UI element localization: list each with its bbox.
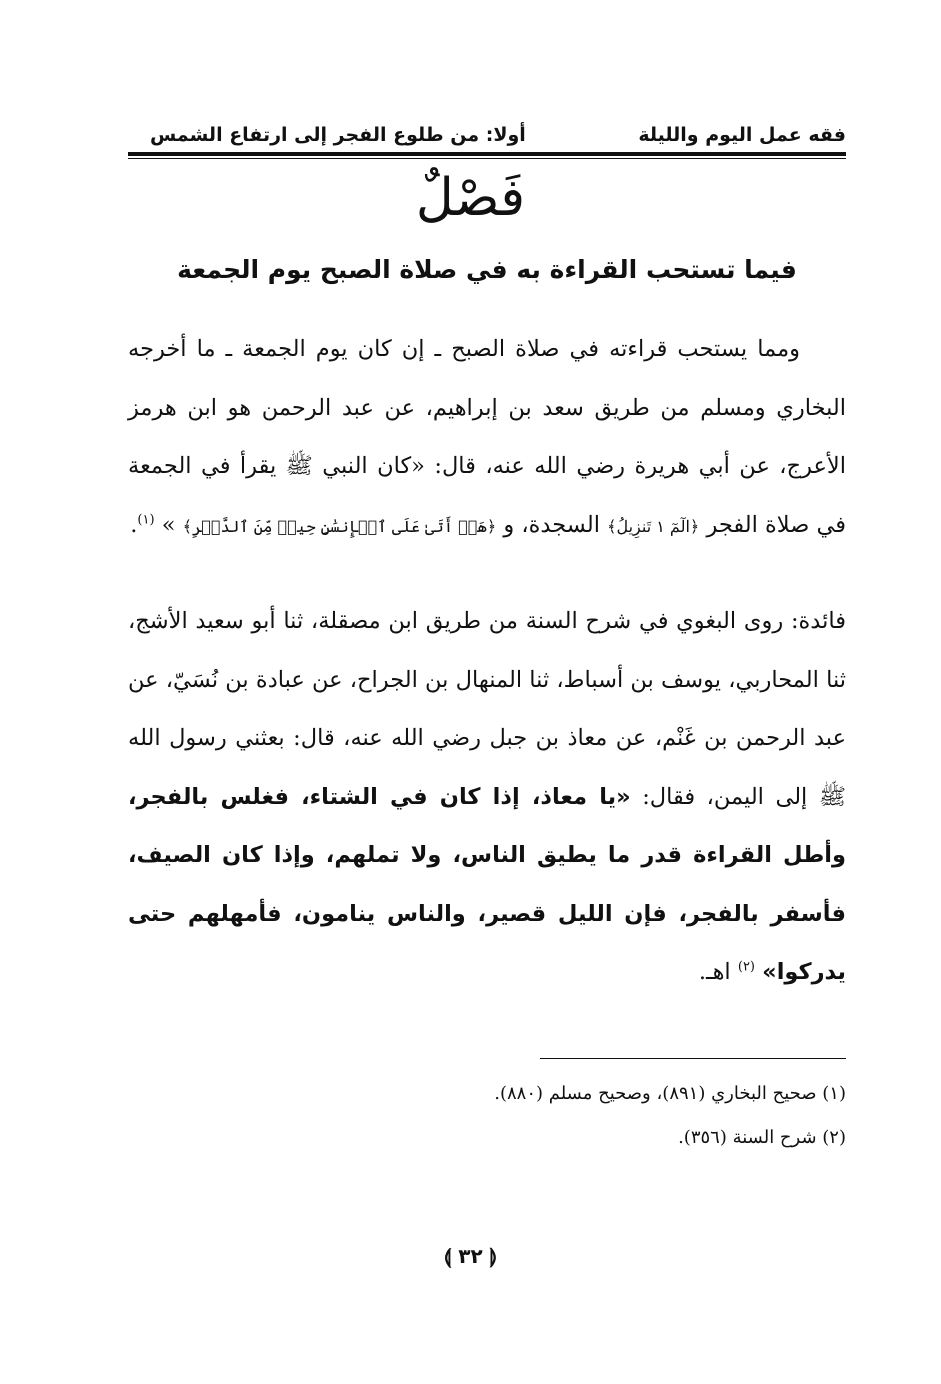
header-rule [128,152,846,156]
quran-quote-2: ﴿هَلۡ أَتَىٰ عَلَى ٱلۡإِنسَٰنِ حِينٞ مِّنَ ٱلدَّهۡرِ﴾ [182,516,497,536]
footnote-rule [540,1058,846,1059]
footnote-2: (٢) شرح السنة (٣٥٦). [678,1127,846,1148]
page-number-value: ٣٢ [458,1244,483,1268]
footnotes [128,1072,846,1160]
paragraph-1-end: . [130,511,138,538]
paragraph-2-text-a: روى البغوي في شرح السنة من طريق ابن مصقلة، ثنا أبو سعيد الأشج، ثنا المحاربي، يوسف بن أسباط، ثنا المنهال بن الجراح، عن عبادة بن نُسَيّ، عن عبد الرحمن بن غَنْم، عن معاذ بن جبل رضي الله عنه، قال: بعثني رسول الله ﷺ إلى اليمن، فقال: [128,608,847,810]
book-title: فقه عمل اليوم والليلة [638,124,846,146]
running-header [128,124,846,154]
paragraph-2-end: اهـ. [698,959,731,985]
page-number [0,1244,941,1268]
paragraph-1-text-c: » [161,511,176,538]
quran-quote-1: ﴿الٓمٓ ١ تَنزِيلُ﴾ [607,516,700,536]
section-mark: فَصْلٌ [415,168,526,228]
ornament-right-icon: ⟬ [489,1244,498,1268]
paragraph-1-text-b: السجدة، و [503,511,600,538]
paragraph-2-label: فائدة: [790,608,846,634]
paragraph-1 [128,320,846,556]
footnote-ref-1: (١) [137,512,155,527]
hadith-quote: «يا معاذ، إذا كان في الشتاء، فغلس بالفجر، وأطل القراءة قدر ما يطيق الناس، ولا تملهم، وإذا كان الصيف، فأسفر بالفجر، فإن الليل قصير، والناس ينامون، فأمهلهم حتى يدركوا» [128,783,846,985]
footnote-ref-2: (٢) [737,959,755,975]
paragraph-2 [128,592,846,1002]
footnote-1: (١) صحيح البخاري (٨٩١)، وصحيح مسلم (٨٨٠). [494,1083,846,1104]
ornament-left-icon: ⟭ [443,1244,452,1268]
header-rule-thin [128,158,846,159]
paragraph-1-text-a: ومما يستحب قراءته في صلاة الصبح ـ إن كان يوم الجمعة ـ ما أخرجه البخاري ومسلم من طريق سعد بن إبراهيم، عن عبد الرحمن هو ابن هرمز الأعرج، عن أبي هريرة رضي الله عنه، قال: «كان النبي ﷺ يقرأ في الجمعة في صلاة الفجر [128,336,846,538]
chapter-title: أولا: من طلوع الفجر إلى ارتفاع الشمس [150,124,526,146]
section-title: فيما تستحب القراءة به في صلاة الصبح يوم الجمعة [177,255,797,284]
